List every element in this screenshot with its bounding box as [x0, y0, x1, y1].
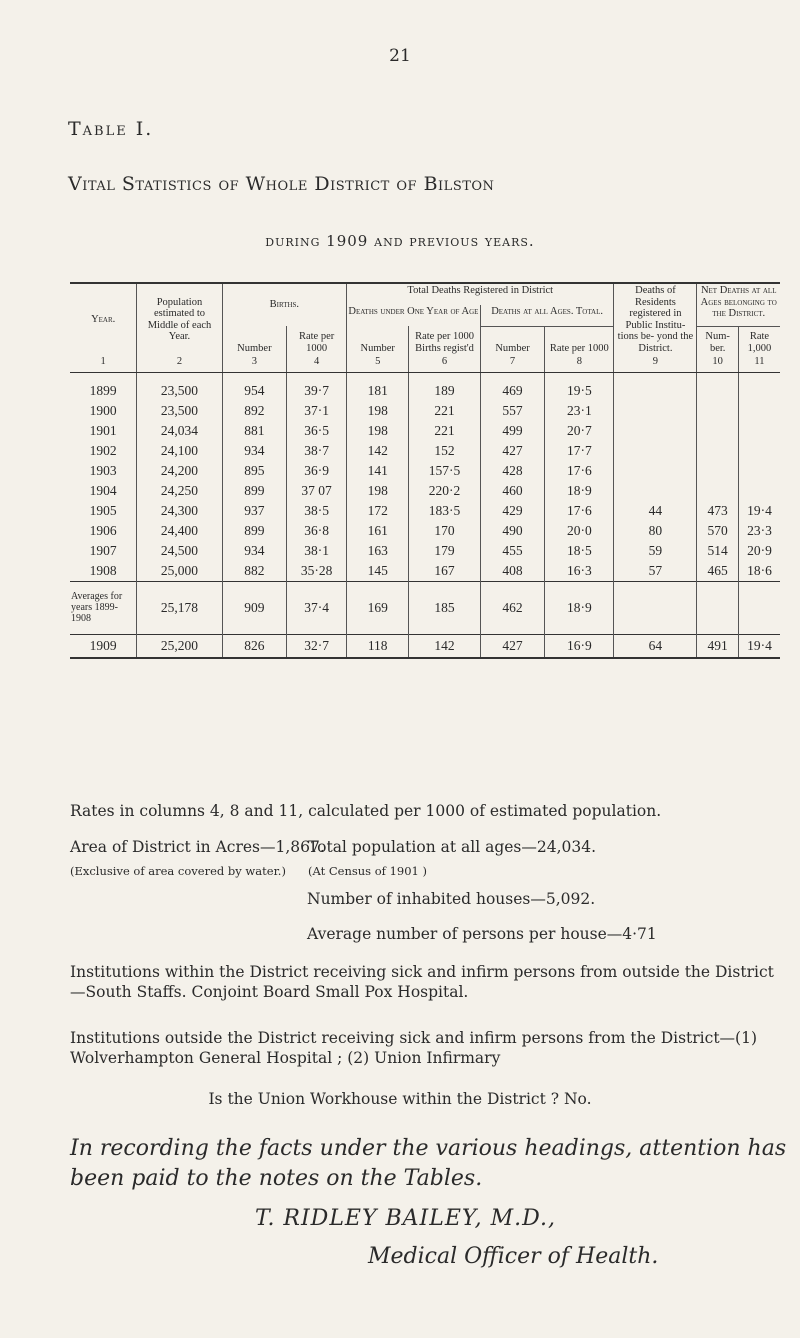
table-cell: 20·9 — [738, 541, 780, 561]
header-births-number: Number — [222, 326, 287, 355]
table-cell — [614, 581, 697, 634]
table-cell: 20·7 — [545, 421, 614, 441]
table-cell: 455 — [480, 541, 545, 561]
table-row — [70, 441, 780, 461]
table-row — [70, 521, 780, 541]
table-cell: 427 — [480, 441, 545, 461]
year-cell: 1901 — [89, 422, 117, 438]
header-net-number: Num- ber. — [697, 326, 738, 355]
table-cell: 185 — [409, 581, 480, 634]
header-under-one-number: Number — [347, 326, 409, 355]
table-cell: 221 — [409, 421, 480, 441]
column-number: 3 — [222, 355, 287, 372]
table-cell: 937 — [222, 501, 287, 521]
table-cell — [738, 581, 780, 634]
table-cell — [738, 461, 780, 481]
table-cell — [614, 461, 697, 481]
table-cell: 163 — [347, 541, 409, 561]
table-cell: 37·1 — [287, 401, 347, 421]
table-cell: 18·5 — [545, 541, 614, 561]
header-births-rate: Rate per 1000 — [287, 326, 347, 355]
table-cell: 36·5 — [287, 421, 347, 441]
header-births: Births. — [222, 283, 346, 326]
table-row — [70, 372, 780, 401]
table-cell: 895 — [222, 461, 287, 481]
table-cell — [697, 481, 738, 501]
area-footnote-line — [70, 864, 790, 878]
header-deaths-under-one: Deaths under One Year of Age — [347, 305, 481, 326]
table-cell — [738, 421, 780, 441]
table-cell: 16·9 — [545, 634, 614, 658]
current-year-row — [70, 634, 780, 658]
signature: T. RIDLEY BAILEY, M.D., — [255, 1206, 556, 1231]
column-number: 6 — [409, 355, 480, 372]
table-cell: 169 — [347, 581, 409, 634]
table-cell: 465 — [697, 561, 738, 582]
table-cell — [614, 421, 697, 441]
header-under-one-rate: Rate per 1000 Births regist'd — [409, 326, 480, 355]
table-cell: 17·6 — [545, 501, 614, 521]
page-number: 21 — [389, 46, 411, 66]
column-number: 10 — [697, 355, 738, 372]
table-cell: 57 — [614, 561, 697, 582]
institutions-outside: Institutions outside the District receiving sick and infirm persons from the District—(1) Wolverhampton General Hospital ; (2) Union Infirmary — [70, 1029, 758, 1067]
table-cell: 80 — [614, 521, 697, 541]
per-house-line: Average number of persons per house—4·71 — [307, 925, 657, 943]
table-cell — [697, 401, 738, 421]
table-cell — [614, 401, 697, 421]
table-label: Table I. — [68, 118, 154, 140]
averages-row — [70, 581, 780, 634]
table-cell: 145 — [347, 561, 409, 582]
header-deaths-institutions: Deaths of Residents registered in Public Institu- tions be- yond the District. — [614, 283, 697, 355]
table-cell: 198 — [347, 421, 409, 441]
table-cell: 221 — [409, 401, 480, 421]
table-cell: 37 07 — [287, 481, 347, 501]
table-cell — [614, 441, 697, 461]
table-cell: 25,178 — [137, 581, 222, 634]
table-cell: 19·4 — [738, 501, 780, 521]
signature-title: Medical Officer of Health. — [368, 1244, 659, 1269]
table-cell: 19·5 — [545, 372, 614, 401]
year-cell: 1899 — [89, 382, 117, 398]
table-cell: 198 — [347, 401, 409, 421]
table-cell: 469 — [480, 372, 545, 401]
year-cell: 1907 — [89, 542, 117, 558]
table-cell: 32·7 — [287, 634, 347, 658]
table-cell: 39·7 — [287, 372, 347, 401]
table-cell — [697, 372, 738, 401]
table-cell: 172 — [347, 501, 409, 521]
table-cell: 881 — [222, 421, 287, 441]
table-cell: 429 — [480, 501, 545, 521]
table-cell: 1909 — [70, 634, 137, 658]
column-number: 11 — [738, 355, 780, 372]
workhouse-question: Is the Union Workhouse within the District ? No. — [208, 1090, 592, 1108]
table-cell: 499 — [480, 421, 545, 441]
table-row — [70, 401, 780, 421]
table-cell: 490 — [480, 521, 545, 541]
table-cell: 167 — [409, 561, 480, 582]
table-cell: 25,000 — [137, 561, 222, 582]
table-cell: 37·4 — [287, 581, 347, 634]
column-number: 2 — [137, 355, 222, 372]
table-cell: 557 — [480, 401, 545, 421]
table-row — [70, 481, 780, 501]
table-cell: 18·9 — [545, 481, 614, 501]
table-cell: 17·7 — [545, 441, 614, 461]
column-number: 8 — [545, 355, 614, 372]
year-cell: 1902 — [89, 442, 117, 458]
table-cell — [697, 441, 738, 461]
table-cell: 24,400 — [137, 521, 222, 541]
averages-label: Averages for years 1899-1908 — [70, 581, 137, 634]
table-cell: 170 — [409, 521, 480, 541]
table-cell: 59 — [614, 541, 697, 561]
table-cell: 64 — [614, 634, 697, 658]
table-cell: 44 — [614, 501, 697, 521]
table-cell: 181 — [347, 372, 409, 401]
table-cell: 826 — [222, 634, 287, 658]
table-cell — [738, 372, 780, 401]
table-cell: 408 — [480, 561, 545, 582]
houses-line: Number of inhabited houses—5,092. — [307, 890, 596, 908]
table-cell: 36·8 — [287, 521, 347, 541]
table-cell: 24,500 — [137, 541, 222, 561]
column-number: 5 — [347, 355, 409, 372]
table-cell: 17·6 — [545, 461, 614, 481]
vital-statistics-table — [70, 282, 780, 659]
column-number: 1 — [70, 355, 137, 372]
table-cell: 892 — [222, 401, 287, 421]
table-cell: 909 — [222, 581, 287, 634]
table-cell — [697, 461, 738, 481]
table-cell: 183·5 — [409, 501, 480, 521]
table-cell: 179 — [409, 541, 480, 561]
table-cell: 491 — [697, 634, 738, 658]
table-cell: 19·4 — [738, 634, 780, 658]
table-cell: 142 — [347, 441, 409, 461]
year-cell: 1904 — [89, 482, 117, 498]
table-cell: 899 — [222, 481, 287, 501]
column-numbers-row — [70, 355, 780, 372]
population-total-text: Total population at all ages—24,034. — [308, 838, 597, 856]
table-cell: 141 — [347, 461, 409, 481]
table-cell: 220·2 — [409, 481, 480, 501]
table-cell: 38·7 — [287, 441, 347, 461]
header-all-ages-number: Number — [480, 326, 545, 355]
table-cell — [697, 581, 738, 634]
table-cell: 23·1 — [545, 401, 614, 421]
header-deaths-all-ages: Deaths at all Ages. Total. — [480, 305, 614, 326]
table-cell: 570 — [697, 521, 738, 541]
table-cell: 428 — [480, 461, 545, 481]
table-cell: 25,200 — [137, 634, 222, 658]
table-cell: 462 — [480, 581, 545, 634]
table-cell: 23·3 — [738, 521, 780, 541]
column-number: 7 — [480, 355, 545, 372]
table-cell: 18·9 — [545, 581, 614, 634]
column-number: 4 — [287, 355, 347, 372]
census-footnote: (At Census of 1901 ) — [308, 864, 427, 878]
table-cell: 16·3 — [545, 561, 614, 582]
table-cell: 35·28 — [287, 561, 347, 582]
table-cell: 934 — [222, 541, 287, 561]
year-cell: 1906 — [89, 522, 117, 538]
table-row — [70, 561, 780, 582]
table-cell: 161 — [347, 521, 409, 541]
institutions-within: Institutions within the District receiving sick and infirm persons from outside the District—South Staffs. Conjoint Board Small Pox Hospital. — [70, 963, 774, 1001]
table-cell: 20·0 — [545, 521, 614, 541]
table-cell: 23,500 — [137, 372, 222, 401]
header-total-deaths: Total Deaths Registered in District — [347, 283, 614, 305]
header-all-ages-rate: Rate per 1000 — [545, 326, 614, 355]
area-text: Area of District in Acres—1,867. — [70, 838, 325, 856]
table-cell: 152 — [409, 441, 480, 461]
table-cell: 38·5 — [287, 501, 347, 521]
table-cell — [738, 401, 780, 421]
table-cell: 38·1 — [287, 541, 347, 561]
year-cell: 1903 — [89, 462, 117, 478]
area-footnote: (Exclusive of area covered by water.) — [70, 864, 286, 878]
table-cell: 473 — [697, 501, 738, 521]
header-net-rate: Rate 1,000 — [738, 326, 780, 355]
table-cell: 24,034 — [137, 421, 222, 441]
table-row — [70, 541, 780, 561]
year-cell: 1908 — [89, 562, 117, 578]
table-cell: 18·6 — [738, 561, 780, 582]
table-cell: 198 — [347, 481, 409, 501]
table-cell — [614, 481, 697, 501]
table-row — [70, 461, 780, 481]
header-net-deaths: Net Deaths at all Ages belonging to the District. — [697, 283, 780, 326]
table-cell: 460 — [480, 481, 545, 501]
header-year: Year. — [70, 283, 137, 355]
table-cell: 954 — [222, 372, 287, 401]
table-cell: 24,100 — [137, 441, 222, 461]
table-cell — [614, 372, 697, 401]
table-row — [70, 421, 780, 441]
table-cell — [697, 421, 738, 441]
table-cell: 882 — [222, 561, 287, 582]
header-population: Population estimated to Middle of each Year. — [137, 283, 222, 355]
table-row — [70, 501, 780, 521]
table-cell: 427 — [480, 634, 545, 658]
table-cell: 157·5 — [409, 461, 480, 481]
closing-statement: In recording the facts under the various headings, attention has been paid to the notes on the Tables. — [70, 1136, 787, 1191]
rates-note: Rates in columns 4, 8 and 11, calculated per 1000 of estimated population. — [70, 802, 662, 820]
table-cell: 23,500 — [137, 401, 222, 421]
column-number: 9 — [614, 355, 697, 372]
table-cell: 24,250 — [137, 481, 222, 501]
table-cell: 36·9 — [287, 461, 347, 481]
table-cell: 514 — [697, 541, 738, 561]
page-title: Vital Statistics of Whole District of Bilston — [68, 173, 495, 195]
page-subtitle: during 1909 and previous years. — [265, 232, 535, 250]
table-cell: 899 — [222, 521, 287, 541]
table-cell: 24,200 — [137, 461, 222, 481]
year-cell: 1900 — [89, 402, 117, 418]
table-cell: 24,300 — [137, 501, 222, 521]
table-cell — [738, 481, 780, 501]
table-cell: 189 — [409, 372, 480, 401]
table-cell: 142 — [409, 634, 480, 658]
table-cell — [738, 441, 780, 461]
area-line — [70, 838, 790, 856]
table-cell: 118 — [347, 634, 409, 658]
table-cell: 934 — [222, 441, 287, 461]
year-cell: 1905 — [89, 502, 117, 518]
